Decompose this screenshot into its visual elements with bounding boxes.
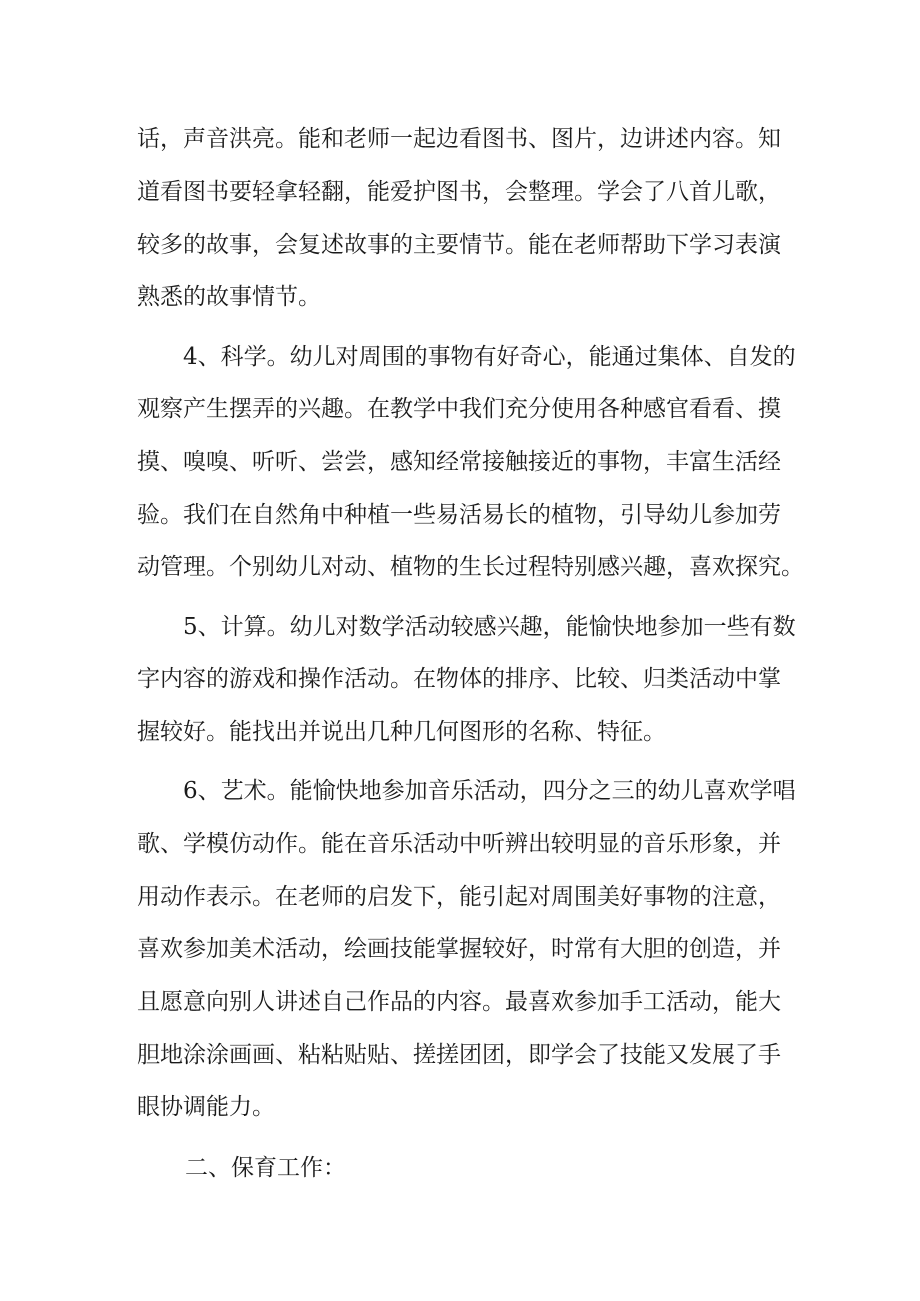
text-line: 喜欢参加美术活动，绘画技能掌握较好，时常有大胆的创造，并: [137, 936, 781, 962]
text-line: 5、计算。幼儿对数学活动较感兴趣，能愉快地参加一些有数: [183, 614, 796, 640]
text-line: 摸、嗅嗅、听听、尝尝，感知经常接触接近的事物，丰富生活经: [137, 449, 781, 475]
text-line: 动管理。个别幼儿对动、植物的生长过程特别感兴趣，喜欢探究。: [137, 554, 804, 580]
text-line: 熟悉的故事情节。: [137, 284, 321, 310]
text-line: 道看图书要轻拿轻翻，能爱护图书，会整理。学会了八首儿歌，: [137, 179, 781, 205]
text-line: 歌、学模仿动作。能在音乐活动中听辨出较明显的音乐形象，并: [137, 831, 781, 857]
text-line: 话，声音洪亮。能和老师一起边看图书、图片，边讲述内容。知: [137, 126, 781, 152]
text-line: 握较好。能找出并说出几种几何图形的名称、特征。: [137, 719, 666, 745]
text-line: 4、科学。幼儿对周围的事物有好奇心，能通过集体、自发的: [183, 344, 796, 370]
text-line: 较多的故事，会复述故事的主要情节。能在老师帮助下学习表演: [137, 232, 781, 258]
section-heading: 二、保育工作：: [185, 1155, 346, 1181]
text-line: 验。我们在自然角中种植一些易活易长的植物，引导幼儿参加劳: [137, 502, 781, 528]
text-line: 且愿意向别人讲述自己作品的内容。最喜欢参加手工活动，能大: [137, 989, 781, 1015]
text-line: 用动作表示。在老师的启发下，能引起对周围美好事物的注意，: [137, 884, 781, 910]
text-line: 胆地涂涂画画、粘粘贴贴、搓搓团团，即学会了技能又发展了手: [137, 1042, 781, 1068]
text-line: 观察产生摆弄的兴趣。在教学中我们充分使用各种感官看看、摸: [137, 396, 781, 422]
text-line: 眼协调能力。: [137, 1094, 275, 1120]
text-line: 6、艺术。能愉快地参加音乐活动，四分之三的幼儿喜欢学唱: [183, 778, 796, 804]
text-line: 字内容的游戏和操作活动。在物体的排序、比较、归类活动中掌: [137, 666, 781, 692]
